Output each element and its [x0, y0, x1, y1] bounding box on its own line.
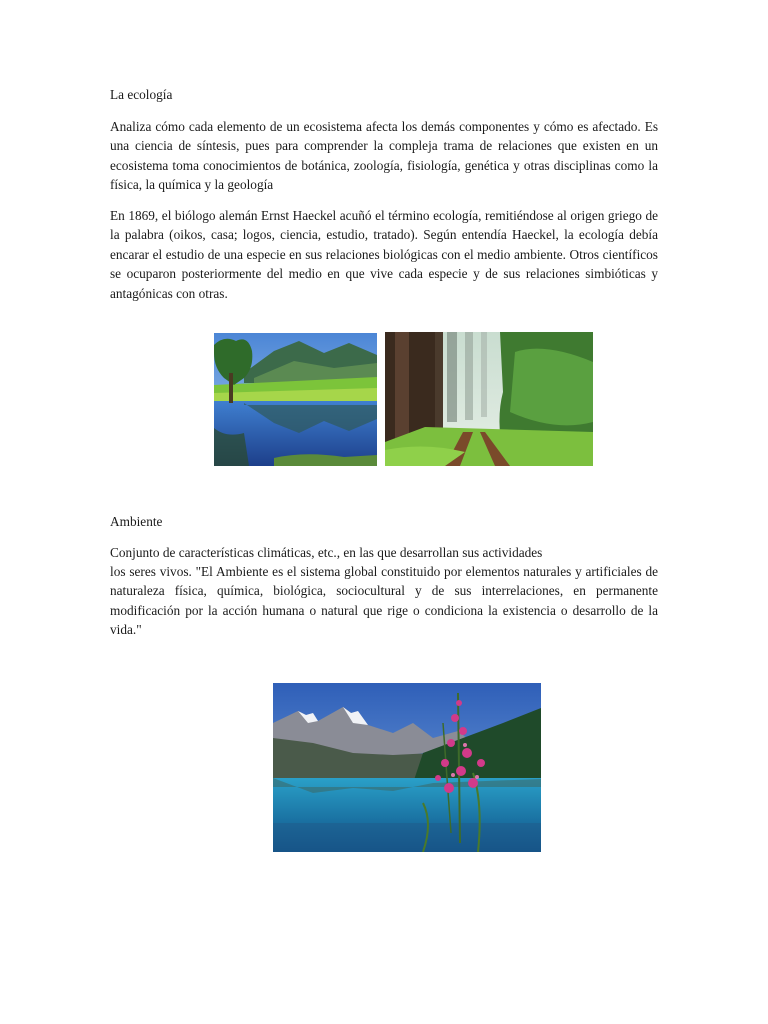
ambiente-paragraph-rest: los seres vivos. "El Ambiente es el sistema global constituido por elementos naturales y artificiales de naturaleza física, química, biológica, sociocultural y de sus interrelaciones, en permanente modificación por la acción humana o natural que rige o condiciona la existencia o desarrollo de la vida." [110, 564, 658, 638]
heading-ambiente: Ambiente [110, 514, 163, 529]
ecologia-paragraph-1: Analiza cómo cada elemento de un ecosistema afecta los demás componentes y cómo es afectado. Es una ciencia de síntesis, pues para comprender la compleja trama de relaciones que existen en un ecosistema toma conocimientos de botánica, zoología, fisiología, genética y otras disciplinas como la física, la química y la geología [110, 119, 658, 193]
ambiente-paragraph-line-1: Conjunto de características climáticas, etc., en las que desarrollan sus actividades [110, 545, 543, 560]
heading-la-ecologia: La ecología [110, 87, 173, 102]
ecologia-paragraph-2: En 1869, el biólogo alemán Ernst Haeckel acuñó el término ecología, remitiéndose al origen griego de la palabra (oikos, casa; logos, ciencia, estudio, tratado). Según entendía Haeckel, la ecología debía encarar el estudio de una especie en sus relaciones biológicas con el medio ambiente. Otros científicos se ocuparon posteriormente del medio en que vive cada especie y de sus relaciones simbióticas y antagónicas con otras. [110, 208, 658, 301]
mountain-lake-flowers-image [273, 683, 541, 852]
forest-path-image [385, 332, 593, 466]
lake-landscape-image [214, 333, 377, 466]
